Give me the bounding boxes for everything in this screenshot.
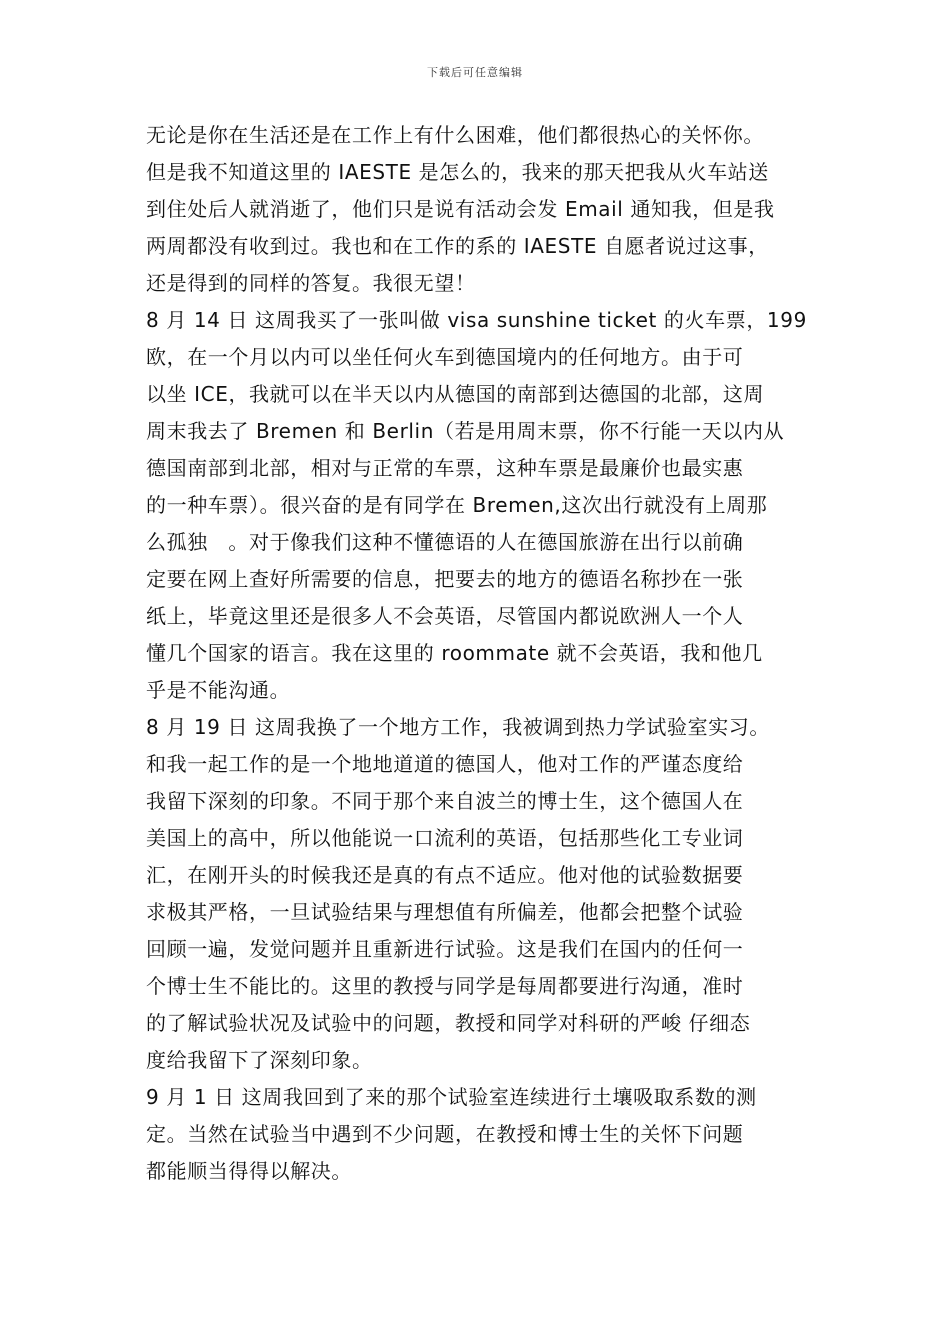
text-line: 8 月 19 日 这周我换了一个地方工作，我被调到热力学试验室实习。 [146, 715, 771, 739]
text-line: 还是得到的同样的答复。我很无望！ [146, 271, 476, 295]
document-body [146, 117, 821, 1190]
text-line: 个博士生不能比的。这里的教授与同学是每周都要进行沟通，准时 [146, 974, 744, 998]
text-line: 周末我去了 Bremen 和 Berlin（若是用周末票，你不行能一天以内从 [146, 419, 785, 443]
text-line: 定。当然在试验当中遇到不少问题，在教授和博士生的关怀下问题 [146, 1122, 744, 1146]
text-line: 以坐 ICE，我就可以在半天以内从德国的南部到达德国的北部，这周 [146, 382, 765, 406]
text-line: 度给我留下了深刻印象。 [146, 1048, 373, 1072]
text-line: 德国南部到北部，相对与正常的车票，这种车票是最廉价也最实惠 [146, 456, 744, 480]
text-line: 无论是你在生活还是在工作上有什么困难，他们都很热心的关怀你。 [146, 123, 764, 147]
text-line: 欧，在一个月以内可以坐任何火车到德国境内的任何地方。由于可 [146, 345, 744, 369]
text-line: 么孤独 。对于像我们这种不懂德语的人在德国旅游在出行以前确 [146, 530, 744, 554]
text-line: 9 月 1 日 这周我回到了来的那个试验室连续进行土壤吸取系数的测 [146, 1085, 757, 1109]
text-line: 但是我不知道这里的 IAESTE 是怎么的，我来的那天把我从火车站送 [146, 160, 769, 184]
text-line: 懂几个国家的语言。我在这里的 roommate 就不会英语，我和他几 [146, 641, 763, 665]
text-line: 我留下深刻的印象。不同于那个来自波兰的博士生，这个德国人在 [146, 789, 744, 813]
text-line: 到住处后人就消逝了，他们只是说有活动会发 Email 通知我，但是我 [146, 197, 775, 221]
text-line: 回顾一遍，发觉问题并且重新进行试验。这是我们在国内的任何一 [146, 937, 744, 961]
text-line: 都能顺当得得以解决。 [146, 1159, 352, 1183]
text-line: 的一种车票）。很兴奋的是有同学在 Bremen,这次出行就没有上周那 [146, 493, 768, 517]
text-line: 汇，在刚开头的时候我还是真的有点不适应。他对他的试验数据要 [146, 863, 744, 887]
page-header: 下载后可任意编辑 [427, 66, 523, 79]
text-line: 求极其严格，一旦试验结果与理想值有所偏差，他都会把整个试验 [146, 900, 744, 924]
text-line: 美国上的高中，所以他能说一口流利的英语，包括那些化工专业词 [146, 826, 744, 850]
text-line: 和我一起工作的是一个地地道道的德国人，他对工作的严谨态度给 [146, 752, 744, 776]
text-line: 8 月 14 日 这周我买了一张叫做 visa sunshine ticket 的火车票，199 [146, 308, 807, 332]
text-line: 两周都没有收到过。我也和在工作的系的 IAESTE 自愿者说过这事， [146, 234, 769, 258]
text-line: 纸上，毕竟这里还是很多人不会英语，尽管国内都说欧洲人一个人 [146, 604, 744, 628]
text-line: 的了解试验状况及试验中的问题，教授和同学对科研的严峻 仔细态 [146, 1011, 751, 1035]
text-line: 定要在网上查好所需要的信息，把要去的地方的德语名称抄在一张 [146, 567, 744, 591]
text-line: 乎是不能沟通。 [146, 678, 291, 702]
